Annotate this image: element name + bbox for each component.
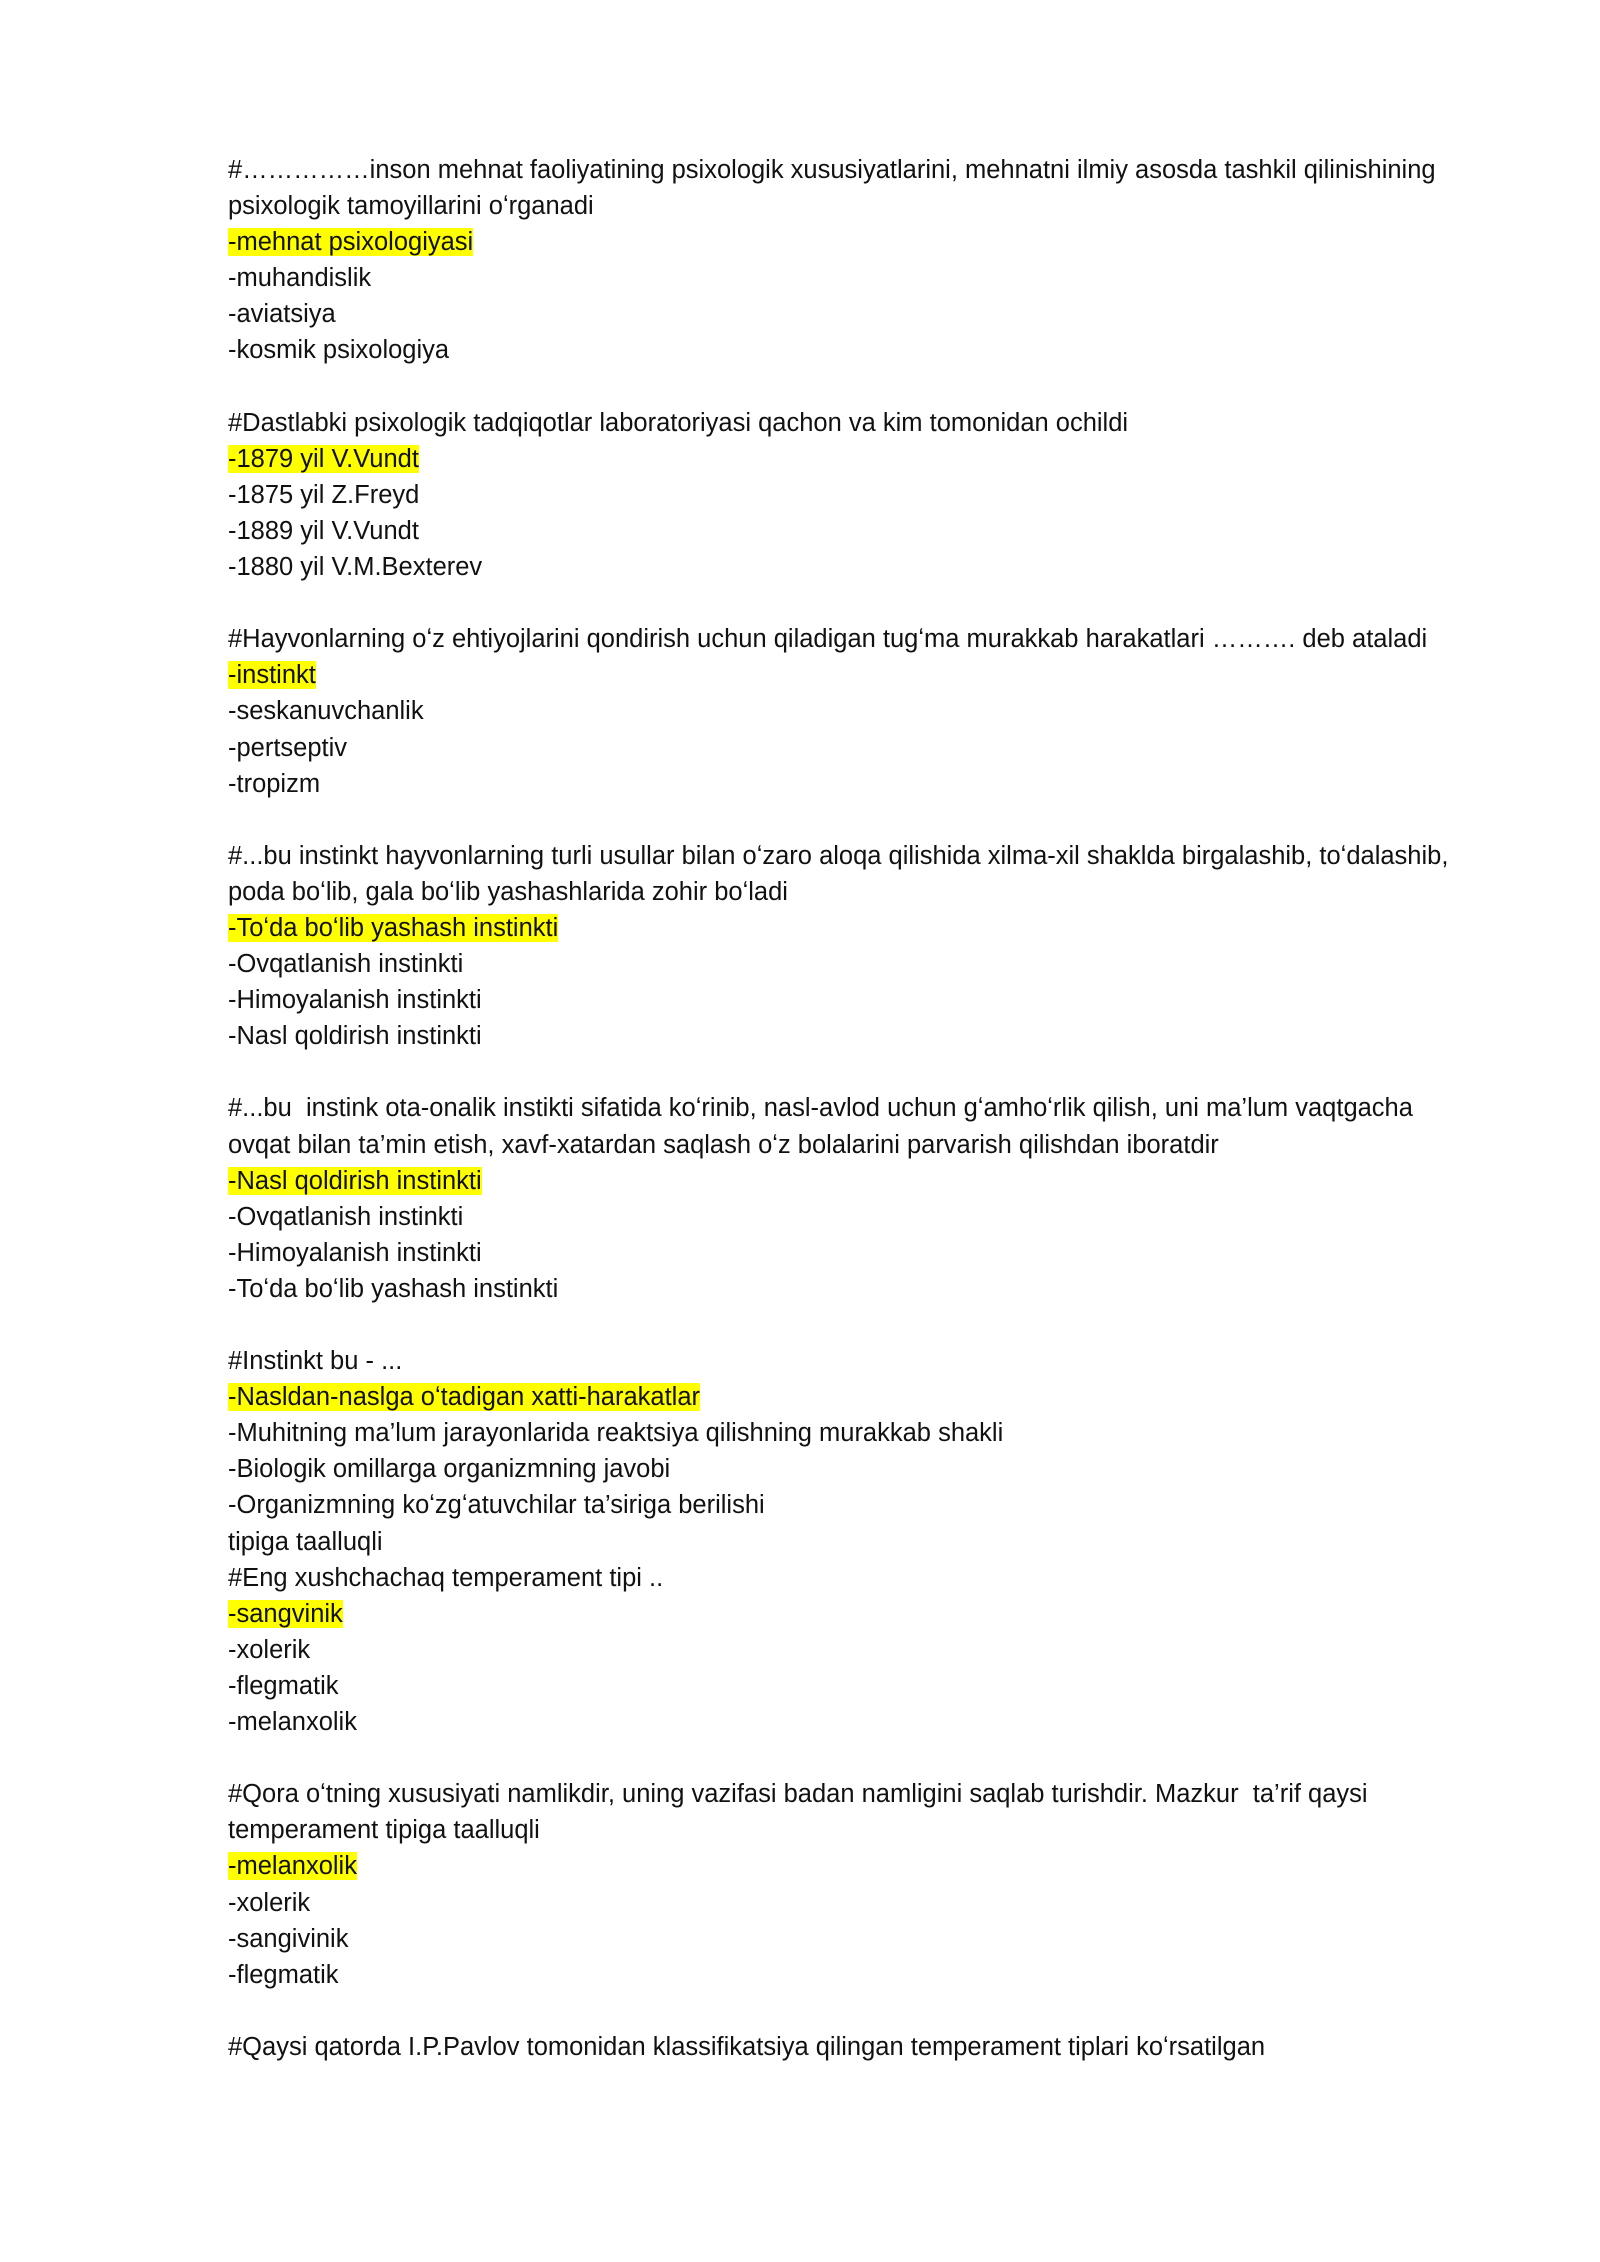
question-text: #Qora oʻtning xususiyati namlikdir, uning vazifasi badan namligini saqlab turishdir. Mazkur ta’rif qaysi temperament tipiga taalluqli bbox=[228, 1780, 1375, 1845]
question-block bbox=[228, 1560, 1468, 1740]
answer-option: -seskanuvchanlik bbox=[228, 697, 424, 726]
blank-line bbox=[228, 1307, 1468, 1343]
correct-answer: -Nasl qoldirish instinkti bbox=[228, 1166, 482, 1195]
answer-option: -Biologik omillarga organizmning javobi bbox=[228, 1455, 671, 1484]
trailing-text: tipiga taalluqli bbox=[228, 1527, 383, 1556]
answer-option: -1889 yil V.Vundt bbox=[228, 516, 419, 545]
answer-option: -aviatsiya bbox=[228, 300, 336, 329]
blank-line bbox=[228, 369, 1468, 405]
question-text: #...bu instink ota-onalik instikti sifatida koʻrinib, nasl-avlod uchun gʻamhoʻrlik qilish, uni ma’lum vaqtgacha ovqat bilan ta’min etish, xavf-xatardan saqlash oʻz bolalarini parvarish qilishdan iboratdir bbox=[228, 1094, 1421, 1159]
blank-line bbox=[228, 585, 1468, 621]
blank-line bbox=[228, 802, 1468, 838]
answer-option: -melanxolik bbox=[228, 1708, 357, 1737]
answer-option: -Muhitning ma’lum jarayonlarida reaktsiya qilishning murakkab shakli bbox=[228, 1419, 1004, 1448]
correct-answer: -Nasldan-naslga oʻtadigan xatti-harakatlar bbox=[228, 1383, 701, 1412]
blank-line bbox=[228, 1993, 1468, 2029]
correct-answer: -mehnat psixologiyasi bbox=[228, 228, 474, 257]
question-text: #Qaysi qatorda I.P.Pavlov tomonidan klassifikatsiya qilingan temperament tiplari koʻrsatilgan bbox=[228, 2032, 1266, 2061]
document-body bbox=[228, 152, 1468, 2065]
answer-option: -Himoyalanish instinkti bbox=[228, 986, 482, 1015]
answer-option: -Ovqatlanish instinkti bbox=[228, 1202, 464, 1231]
correct-answer: -sangvinik bbox=[228, 1599, 343, 1628]
blank-line bbox=[228, 1740, 1468, 1776]
answer-option: -Himoyalanish instinkti bbox=[228, 1238, 482, 1267]
correct-answer: -instinkt bbox=[228, 661, 316, 690]
blank-line bbox=[228, 1054, 1468, 1090]
question-text: #……………inson mehnat faoliyatining psixologik xususiyatlarini, mehnatni ilmiy asosda tashkil qilinishining psixologik tamoyillarini oʻrganadi bbox=[228, 156, 1443, 221]
correct-answer: -1879 yil V.Vundt bbox=[228, 444, 419, 473]
correct-answer: -Toʻda boʻlib yashash instinkti bbox=[228, 913, 559, 942]
answer-option: -Nasl qoldirish instinkti bbox=[228, 1022, 482, 1051]
question-block bbox=[228, 621, 1468, 801]
answer-option: -xolerik bbox=[228, 1888, 311, 1917]
question-block bbox=[228, 1343, 1468, 1560]
question-text: #Instinkt bu - ... bbox=[228, 1347, 403, 1376]
answer-option: -flegmatik bbox=[228, 1960, 339, 1989]
answer-option: -tropizm bbox=[228, 769, 321, 798]
question-block bbox=[228, 2029, 1468, 2065]
answer-option: -kosmik psixologiya bbox=[228, 336, 450, 365]
answer-option: -Ovqatlanish instinkti bbox=[228, 950, 464, 979]
question-text: #Dastlabki psixologik tadqiqotlar laboratoriyasi qachon va kim tomonidan ochildi bbox=[228, 408, 1129, 437]
question-block bbox=[228, 1090, 1468, 1307]
answer-option: -1875 yil Z.Freyd bbox=[228, 480, 420, 509]
answer-option: -xolerik bbox=[228, 1635, 311, 1664]
answer-option: -Organizmning koʻzgʻatuvchilar ta’siriga berilishi bbox=[228, 1491, 765, 1520]
question-block bbox=[228, 405, 1468, 585]
answer-option: -flegmatik bbox=[228, 1671, 339, 1700]
answer-option: -muhandislik bbox=[228, 264, 372, 293]
answer-option: -sangivinik bbox=[228, 1924, 349, 1953]
answer-option: -1880 yil V.M.Bexterev bbox=[228, 553, 483, 582]
question-block bbox=[228, 838, 1468, 1055]
answer-option: -Toʻda boʻlib yashash instinkti bbox=[228, 1274, 559, 1303]
correct-answer: -melanxolik bbox=[228, 1852, 357, 1881]
question-text: #Hayvonlarning oʻz ehtiyojlarini qondirish uchun qiladigan tugʻma murakkab harakatlari ………. deb ataladi bbox=[228, 625, 1428, 654]
question-block bbox=[228, 152, 1468, 369]
answer-option: -pertseptiv bbox=[228, 733, 348, 762]
question-block bbox=[228, 1776, 1468, 1993]
question-text: #Eng xushchachaq temperament tipi .. bbox=[228, 1563, 664, 1592]
question-text: #...bu instinkt hayvonlarning turli usullar bilan oʻzaro aloqa qilishida xilma-xil shaklda birgalashib, toʻdalashib, poda boʻlib, gala boʻlib yashashlarida zohir boʻladi bbox=[228, 841, 1456, 906]
